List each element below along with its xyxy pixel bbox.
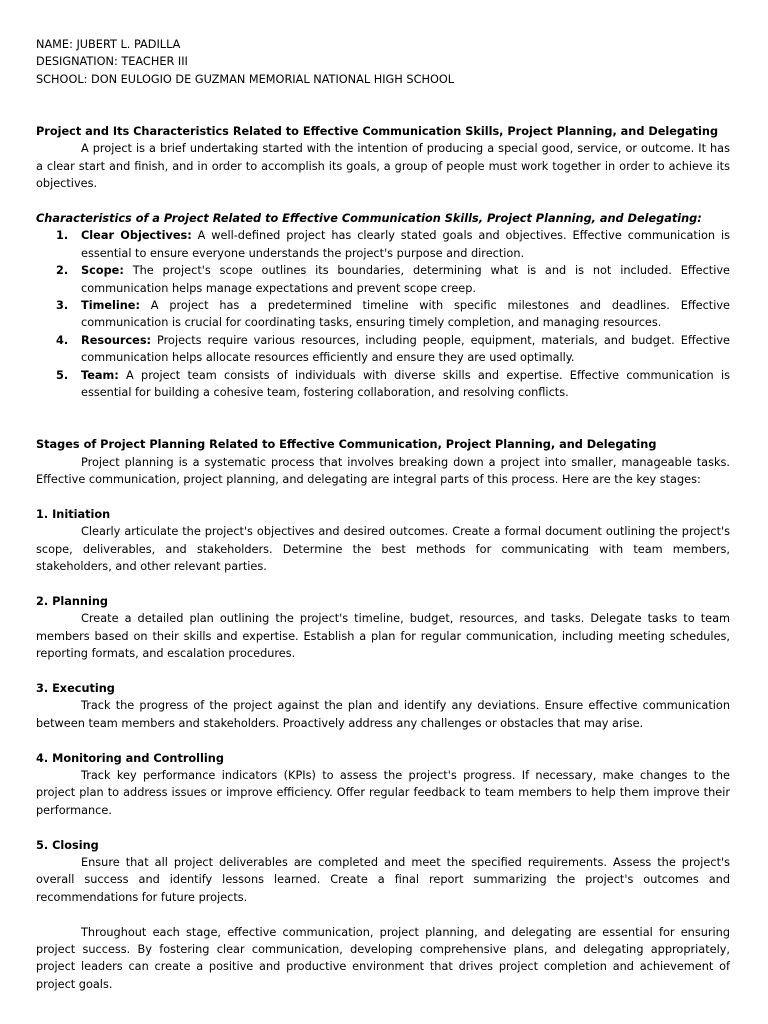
stages-intro-paragraph: Project planning is a systematic process that involves breaking down a project into smaller, manageable tasks. Effective communication, project planning, and delegating are integral parts of this process. Here are the key stages:: [36, 455, 730, 487]
characteristics-title: Characteristics of a Project Related to Effective Communication Skills, Project Planning, and Delegating:: [36, 212, 702, 226]
item-text: The project's scope outlines its boundaries, determining what is and is not included. Effective communication helps manage expectations and prevent scope creep.: [81, 264, 730, 295]
item-text: Projects require various resources, including people, equipment, materials, and budget. Effective communication helps allocate resources efficiently and ensure they are used optimally.: [81, 333, 730, 365]
stage-heading-closing: 5. Closing: [36, 838, 99, 852]
item-term: Resources:: [81, 333, 152, 347]
stage-heading-monitoring: 4. Monitoring and Controlling: [36, 751, 224, 765]
item-text: A project team consists of individuals with diverse skills and expertise. Effective communication is essential for building a cohesive team, fostering collaboration, and resolving conflicts.: [81, 368, 730, 400]
characteristic-item: [36, 367, 730, 402]
author-name: NAME: JUBERT L. PADILLA: [36, 38, 181, 51]
item-number: 5.: [56, 368, 69, 382]
item-term: Team:: [81, 368, 119, 382]
item-number: 1.: [56, 229, 69, 243]
stage-body-closing: Ensure that all project deliverables are completed and meet the specified requirements. Assess the project's overall success and identify lessons learned. Create a final report summarizing the project's outcomes and recommendations for future projects.: [36, 855, 730, 904]
conclusion-paragraph: Throughout each stage, effective communication, project planning, and delegating are essential for ensuring project success. By fostering clear communication, developing comprehensive plans, and delegating appropriately, project leaders can create a positive and productive environment that drives project completion and achievement of project goals.: [36, 925, 730, 991]
item-text: A project has a predetermined timeline with specific milestones and deadlines. Effective communication is crucial for coordinating tasks, ensuring timely completion, and managing resources.: [81, 299, 730, 330]
section-title-project: Project and Its Characteristics Related to Effective Communication Skills, Project Planning, and Delegating: [36, 125, 719, 138]
stage-body-initiation: Clearly articulate the project's objectives and desired outcomes. Create a formal document outlining the project's scope, deliverables, and stakeholders. Determine the best methods for communicating with team members, stakeholders, and other relevant parties.: [36, 525, 730, 574]
author-designation: DESIGNATION: TEACHER III: [36, 55, 188, 69]
document-page: [36, 36, 730, 993]
characteristic-item: [36, 262, 730, 297]
characteristics-list: [36, 227, 730, 401]
item-term: Clear Objectives:: [81, 229, 192, 243]
stage-heading-executing: 3. Executing: [36, 681, 115, 695]
stage-body-monitoring: Track key performance indicators (KPIs) to assess the project's progress. If necessary, make changes to the project plan to address issues or improve efficiency. Offer regular feedback to team members to help them improve their performance.: [36, 768, 730, 817]
item-text: A well-defined project has clearly stated goals and objectives. Effective communication is essential to ensure everyone understands the project's purpose and direction.: [81, 229, 730, 260]
item-term: Timeline:: [81, 299, 140, 313]
item-term: Scope:: [81, 264, 124, 278]
section-title-stages: Stages of Project Planning Related to Effective Communication, Project Planning, and Delegating: [36, 438, 657, 452]
characteristic-item: [36, 227, 730, 262]
stage-heading-initiation: 1. Initiation: [36, 507, 111, 521]
stage-heading-planning: 2. Planning: [36, 594, 108, 608]
item-number: 4.: [56, 333, 69, 347]
stage-body-executing: Track the progress of the project against the plan and identify any deviations. Ensure effective communication between team members and stakeholders. Proactively address any challenges or obstacles that may arise.: [36, 699, 730, 730]
author-school: SCHOOL: DON EULOGIO DE GUZMAN MEMORIAL NATIONAL HIGH SCHOOL: [36, 72, 455, 86]
characteristic-item: [36, 297, 730, 332]
stage-body-planning: Create a detailed plan outlining the project's timeline, budget, resources, and tasks. Delegate tasks to team members based on their skills and expertise. Establish a plan for regular communication, including meeting schedules, reporting formats, and escalation procedures.: [36, 612, 730, 661]
characteristic-item: [36, 332, 730, 367]
item-number: 3.: [56, 299, 69, 313]
item-number: 2.: [56, 264, 69, 278]
project-definition-paragraph: A project is a brief undertaking started with the intention of producing a special good, service, or outcome. It has a clear start and finish, and in order to accomplish its goals, a group of people must work together in order to achieve its objectives.: [36, 142, 730, 191]
